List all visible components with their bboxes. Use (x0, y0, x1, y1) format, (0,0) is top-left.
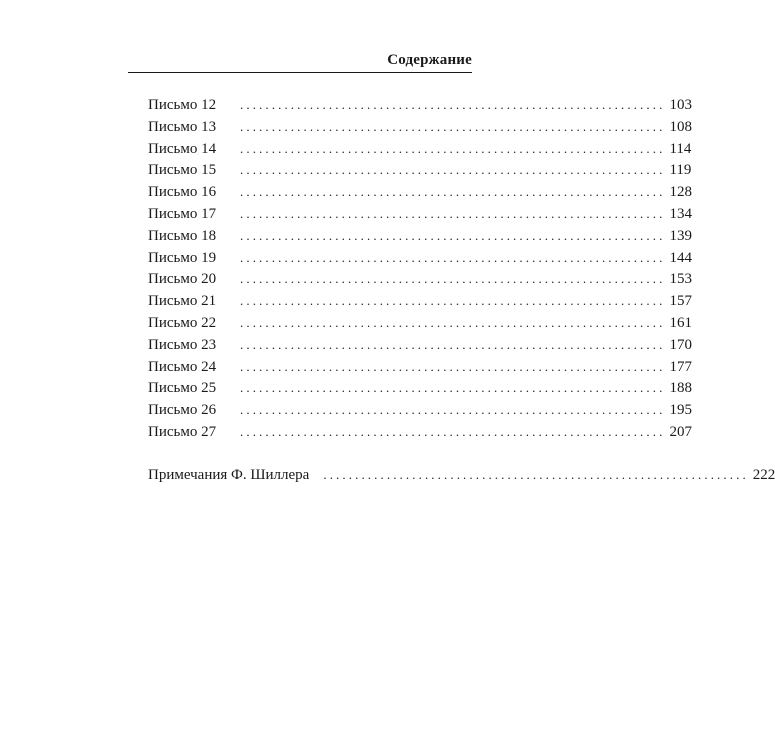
toc-entry (148, 181, 692, 203)
toc-entry-label: Письмо 27 (148, 423, 217, 440)
toc-dot-leader: ................................................................... (240, 227, 666, 243)
toc-dot-leader: ................................................................... (240, 293, 666, 309)
toc-page-number: 139 (669, 227, 692, 244)
toc-entry (148, 399, 692, 421)
toc-entry (148, 116, 692, 138)
toc-entry-label: Письмо 22 (148, 314, 217, 331)
toc-entry (148, 356, 692, 378)
toc-entry-label: Письмо 19 (148, 249, 217, 266)
toc-entry (148, 94, 692, 116)
toc-entry-label: Примечания Ф. Шиллера (148, 467, 310, 483)
toc-entry (148, 312, 692, 334)
running-header-title: Содержание (387, 52, 472, 68)
toc-entry (148, 334, 692, 356)
toc-dot-leader: ................................................................... (240, 184, 666, 200)
toc-entry (148, 203, 692, 225)
toc-dot-leader: ................................................................... (240, 336, 666, 352)
toc-dot-leader: ................................................................... (240, 314, 666, 330)
toc-page-number: 170 (669, 336, 692, 353)
toc-page-number: 222 (752, 467, 775, 483)
toc-page-number: 188 (669, 380, 692, 397)
toc-page-number: 177 (669, 358, 692, 375)
toc-page-number: 108 (669, 118, 692, 135)
toc-entry-label: Письмо 26 (148, 402, 217, 419)
toc-entry-label: Письмо 25 (148, 380, 217, 397)
toc-dot-leader: ................................................................... (240, 140, 666, 156)
toc-entry-notes (148, 464, 775, 486)
toc-entry (148, 225, 692, 247)
toc-dot-leader: ................................................................... (240, 162, 666, 178)
toc-entry (148, 268, 692, 290)
toc-entry-label: Письмо 13 (148, 118, 217, 135)
toc-page-number: 103 (669, 97, 692, 113)
toc-dot-leader: ................................................................... (240, 358, 666, 374)
toc-dot-leader: ................................................................... (240, 97, 666, 112)
toc-page-number: 114 (669, 140, 692, 157)
toc-page-number: 144 (669, 249, 692, 266)
toc-entry-label: Письмо 20 (148, 271, 217, 288)
toc-entry-label: Письмо 15 (148, 162, 217, 179)
toc-page-number: 153 (669, 271, 692, 288)
toc-page-number: 134 (669, 205, 692, 222)
toc-entry-label: Письмо 16 (148, 184, 217, 201)
toc-entry (148, 290, 692, 312)
toc-entry (148, 159, 692, 181)
toc-entry (148, 377, 692, 399)
toc-dot-leader: ................................................................... (323, 467, 749, 482)
toc-page-number: 119 (669, 162, 692, 179)
toc-dot-leader: ................................................................... (240, 118, 666, 134)
toc-entry (148, 138, 692, 160)
toc-dot-leader: ................................................................... (240, 271, 666, 287)
toc-page-number: 157 (669, 293, 692, 310)
toc-page-number: 207 (669, 423, 692, 440)
toc-entry-label: Письмо 21 (148, 293, 217, 310)
toc-entry-label: Письмо 24 (148, 358, 217, 375)
running-header (128, 52, 472, 73)
toc-entry-label: Письмо 12 (148, 97, 217, 113)
toc-entry (148, 421, 692, 443)
toc-dot-leader: ................................................................... (240, 423, 666, 439)
toc-page-number: 128 (669, 184, 692, 201)
toc-entry-label: Письмо 14 (148, 140, 217, 157)
toc-entry-label: Письмо 23 (148, 336, 217, 353)
toc-entry-label: Письмо 18 (148, 227, 217, 244)
table-of-contents (148, 94, 692, 443)
toc-entry-label: Письмо 17 (148, 205, 217, 222)
toc-page-number: 161 (669, 314, 692, 331)
toc-page-number: 195 (669, 402, 692, 419)
toc-dot-leader: ................................................................... (240, 380, 666, 396)
toc-entry (148, 247, 692, 269)
toc-dot-leader: ................................................................... (240, 402, 666, 418)
toc-dot-leader: ................................................................... (240, 205, 666, 221)
toc-dot-leader: ................................................................... (240, 249, 666, 265)
